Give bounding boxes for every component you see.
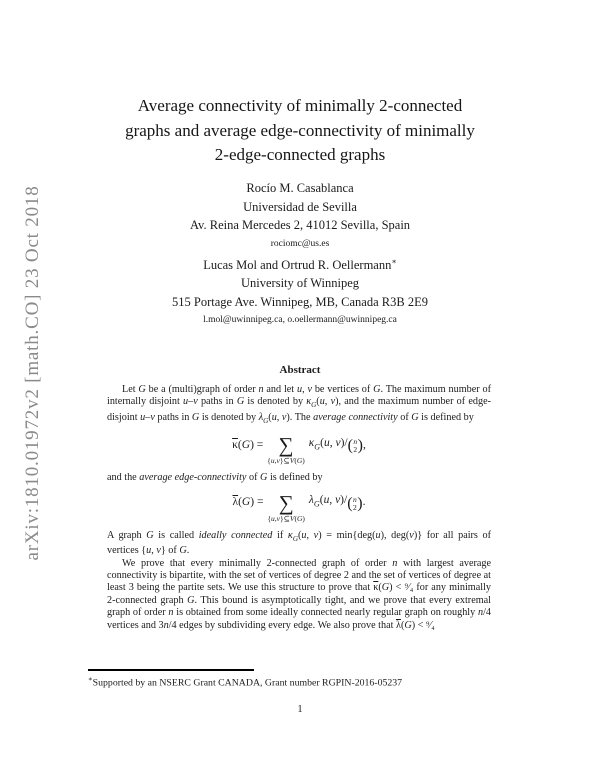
summation-symbol-with-limits [267,435,304,465]
footnote-marker-superscript: ∗ [391,256,397,266]
binom-close-paren: ) [357,494,363,512]
binom-bottom: 2 [353,445,358,455]
lambda-term: $\lambda_G(u$, v)/ [308,494,348,509]
footnote [88,674,512,689]
author-email-1: rociomc@us.es [270,238,330,249]
lambda-summand [309,494,366,511]
binomial-coefficient [348,438,363,454]
abstract-paragraph-2: and the average edge-connectivity of G is defined by [107,472,323,484]
footnote-text: Supported by an NSERC Grant CANADA, Grant number RGPIN-2016-05237 [92,677,403,689]
sigma-icon: ∑ [278,490,294,515]
binom-top: n [353,437,358,447]
title-line-1: Average connectivity of minimally 2-connected [137,96,463,115]
footnote-rule [88,669,254,671]
summation-limits: {u,v}⊆V(G) [267,456,305,466]
kappa-summand [309,437,366,454]
abstract-heading: Abstract [279,364,321,376]
summation-limits: {u,v}⊆V(G) [267,513,305,523]
paper-title [0,94,600,168]
lambda-bar-lhs: $\overline{\lambda}(G)$ = [232,496,264,509]
footnote-marker: ∗ [88,676,93,683]
formula-trailing-punctuation: , [363,439,366,452]
page-number: 1 [297,704,303,715]
title-line-2: graphs and average edge-connectivity of minimally [125,120,475,140]
formula-average-connectivity [107,432,491,468]
abstract-body [107,384,491,632]
binom-bottom: 2 [353,502,357,512]
formula-average-edge-connectivity [107,490,491,526]
author-address-2: 515 Portage Ave. Winnipeg, MB, Canada R3B 2E9 [172,294,428,309]
abstract-paragraph-4: We prove that every minimally 2-connected graph of order n with largest average connectivity is bipartite, with the set of vertices of degree 2 and the set of vertices of degree at least 3 being the partite sets. We use this structure to prove that $\overline{\kappa}(G)$ < ⁹⁄₄ for any minimally 2-connected graph G. This bound is asymptotically tight, and we prove that every extremal graph of order n is obtained from some ideally connected nearly regular graph on roughly n/4 vertices and 3n/4 edges by subdividing every edge. We also prove that $\overline{\lambda}(G)$ < ⁹⁄₄ [107,557,492,631]
author-name-2-text: Lucas Mol and Ortrud R. Oellermann [203,257,392,272]
summation-symbol-with-limits [267,490,305,523]
binom-open-paren: ( [347,494,353,512]
kappa-bar-lhs: $\overline{\kappa}(G)$ = [232,439,264,452]
binom-open-paren: ( [347,437,353,455]
title-line-3: 2-edge-connected graphs [214,145,386,164]
abstract-paragraph-3: A graph G is called ideally connected if $\kappa_G(u$, v) = min{deg(u), deg(v)} for all pairs of vertices {u, v} of G. [107,529,492,557]
abstract-paragraph-1: Let G be a (multi)graph of order n and let u, v be vertices of G. The maximum number of internally disjoint u–v paths in G is denoted by $\kappa_G(u$, v), and the maximum number of edge-disjoint u–v paths in G is denoted by $\lambda_G(u$, v). The average connectivity of G is defined by [107,384,491,425]
sigma-icon: ∑ [278,433,294,458]
arxiv-identifier-stamp: arXiv:1810.01972v2 [math.CO] 23 Oct 2018 [22,185,43,561]
binom-close-paren: ) [357,437,363,455]
kappa-term: $\kappa_G(u$, v)/ [308,436,348,452]
author-name-1: Rocío M. Casablanca [246,181,354,195]
author-name-2 [0,253,600,275]
formula-trailing-punctuation: . [362,496,366,509]
author-affiliation-2: University of Winnipeg [241,276,359,291]
binomial-coefficient [347,496,362,512]
author-address-1: Av. Reina Mercedes 2, 41012 Sevilla, Spain [189,218,411,232]
author-block [0,179,600,329]
binom-top: n [353,494,357,504]
author-email-2: l.mol@uwinnipeg.ca, o.oellermann@uwinnipeg.ca [203,315,397,326]
author-affiliation-1: Universidad de Sevilla [243,199,357,214]
